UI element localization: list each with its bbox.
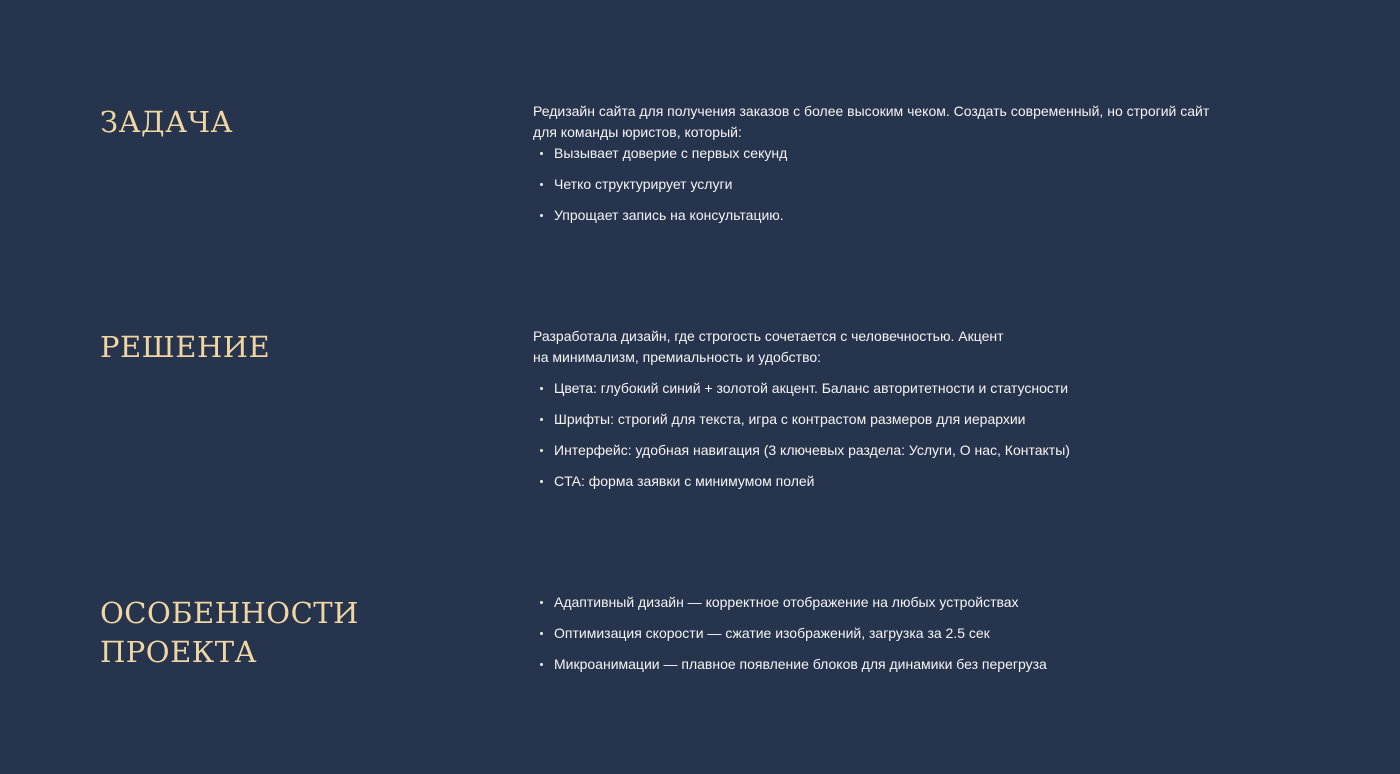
list-item-text: Вызывает доверие с первых секунд bbox=[554, 145, 788, 161]
section-title-line: ПРОЕКТА bbox=[100, 635, 257, 669]
intro-line: на минимализм, премиальность и удобство: bbox=[533, 349, 822, 365]
intro-line: Редизайн сайта для получения заказов с более высоким чеком. Создать современный, но строгий сайт bbox=[533, 103, 1210, 119]
section-title-features bbox=[100, 594, 359, 672]
list-item bbox=[533, 143, 1333, 164]
section-title-line: ЗАДАЧА bbox=[100, 105, 233, 139]
bullet-list bbox=[533, 378, 1333, 492]
bullet-dot-icon bbox=[540, 183, 543, 186]
section-intro bbox=[533, 326, 1333, 368]
list-item-text: Микроанимации — плавное появление блоков для динамики без перегруза bbox=[554, 656, 1047, 672]
list-item bbox=[533, 592, 1333, 613]
section-content-solution bbox=[533, 326, 1333, 492]
section-content-task bbox=[533, 101, 1333, 226]
bullet-dot-icon bbox=[540, 449, 543, 452]
list-item-text: Упрощает запись на консультацию. bbox=[554, 207, 784, 223]
list-item-text: Интерфейс: удобная навигация (3 ключевых раздела: Услуги, О нас, Контакты) bbox=[554, 442, 1070, 458]
list-item bbox=[533, 440, 1333, 461]
list-item bbox=[533, 205, 1333, 226]
section-content-features bbox=[533, 592, 1333, 675]
list-item bbox=[533, 378, 1333, 399]
bullet-dot-icon bbox=[540, 632, 543, 635]
section-title-solution bbox=[100, 328, 270, 367]
bullet-dot-icon bbox=[540, 418, 543, 421]
list-item bbox=[533, 623, 1333, 644]
list-item bbox=[533, 654, 1333, 675]
bullet-list bbox=[533, 592, 1333, 675]
list-item-text: Оптимизация скорости — сжатие изображений, загрузка за 2.5 сек bbox=[554, 625, 990, 641]
section-intro bbox=[533, 101, 1333, 143]
bullet-dot-icon bbox=[540, 214, 543, 217]
bullet-dot-icon bbox=[540, 601, 543, 604]
bullet-dot-icon bbox=[540, 480, 543, 483]
list-item-text: Адаптивный дизайн — корректное отображение на любых устройствах bbox=[554, 594, 1019, 610]
list-item bbox=[533, 174, 1333, 195]
list-item-text: CTA: форма заявки с минимумом полей bbox=[554, 473, 815, 489]
section-title-task bbox=[100, 103, 233, 142]
intro-line: Разработала дизайн, где строгость сочетается с человечностью. Акцент bbox=[533, 328, 1004, 344]
list-item-text: Цвета: глубокий синий + золотой акцент. Баланс авторитетности и статусности bbox=[554, 380, 1069, 396]
bullet-list bbox=[533, 143, 1333, 226]
list-item-text: Четко структурирует услуги bbox=[554, 176, 733, 192]
bullet-dot-icon bbox=[540, 663, 543, 666]
section-title-line: РЕШЕНИЕ bbox=[100, 330, 271, 364]
bullet-dot-icon bbox=[540, 387, 543, 390]
list-item-text: Шрифты: строгий для текста, игра с контрастом размеров для иерархии bbox=[554, 411, 1026, 427]
section-title-line: ОСОБЕННОСТИ bbox=[100, 596, 359, 630]
list-item bbox=[533, 471, 1333, 492]
intro-line: для команды юристов, который: bbox=[533, 124, 742, 140]
bullet-dot-icon bbox=[540, 152, 543, 155]
list-item bbox=[533, 409, 1333, 430]
